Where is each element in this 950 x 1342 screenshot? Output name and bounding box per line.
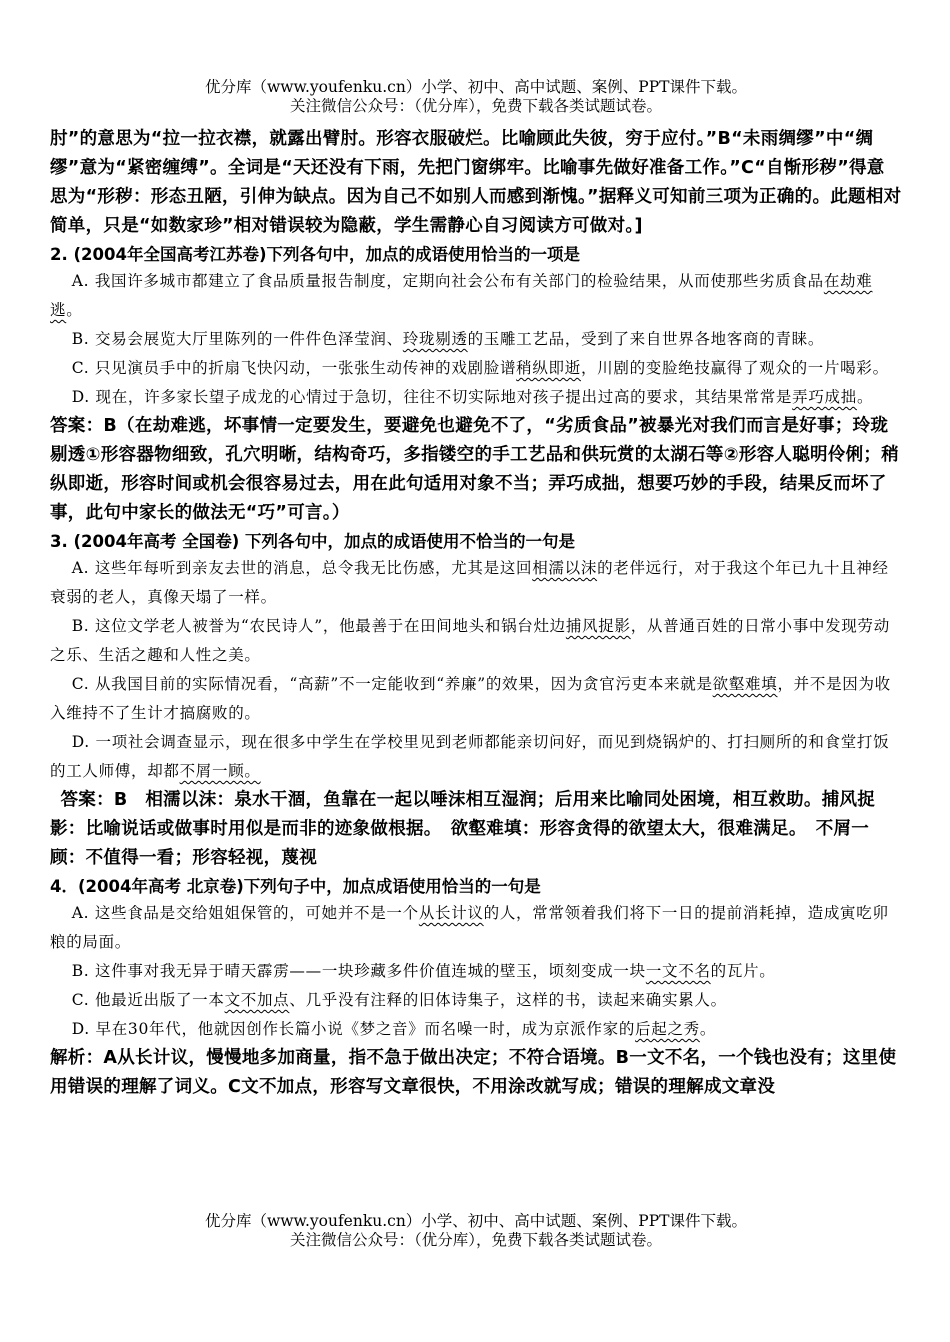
question-3-option-d: D. 一项社会调查显示，现在很多中学生在学校里见到老师都能亲切问好，而见到烧锅炉的、打扫厕所的和食堂打饭的工人师傅，却都不屑一顾。 [50,733,890,780]
question-2-stem: 2. (2004年全国高考江苏卷)下列各句中，加点的成语使用恰当的一项是 [50,245,580,264]
question-2-option-c: C. 只见演员手中的折扇飞快闪动，一张张生动传神的戏剧脸谱稍纵即逝，川剧的变脸绝技赢得了观众的一片喝彩。 [71,359,889,377]
dotted-idiom: 捕风捉影 [565,617,631,635]
dotted-idiom: 稍纵即逝 [516,359,581,377]
dotted-idiom: 文不加点 [224,991,290,1009]
dotted-idiom: 欲壑难填 [712,675,778,693]
dotted-idiom: 相濡以沫 [532,559,598,577]
question-4-option-c: C. 他最近出版了一本文不加点、几乎没有注释的旧体诗集子，这样的书，读起来确实累人。 [71,991,727,1009]
dotted-idiom: 从长计议 [418,904,484,922]
question-4-stem: 4．(2004年高考 北京卷)下列句子中，加点成语使用恰当的一句是 [50,877,541,896]
question-2-option-d: D. 现在，许多家长望子成龙的心情过于急切，往往不切实际地对孩子提出过高的要求，其结果常常是弄巧成拙。 [71,388,874,406]
question-3-answer: 答案：B 相濡以沫：泉水干涸，鱼靠在一起以唾沫相互湿润；后用来比喻同处困境，相互救助。捕风捉影：比喻说话或做事时用似是而非的迹象做根据。 欲壑难填：形容贪得的欲望太大，很难满足。 不屑一顾：不值得一看；形容轻视，蔑视 [50,790,876,868]
dotted-idiom: 后起之秀 [635,1020,700,1038]
footer-line-1: 优分库（www.youfenku.cn）小学、初中、高中试题、案例、PPT课件下载。 [204,1212,748,1230]
page-header [50,78,902,116]
question-3-stem: 3. (2004年高考 全国卷) 下列各句中，加点的成语使用不恰当的一句是 [50,532,575,551]
question-4-analysis: 解析：A从长计议，慢慢地多加商量，指不急于做出决定；不符合语境。B一文不名，一个钱也没有；这里使用错误的理解了词义。C文不加点，形容写文章很快，不用涂改就写成；错误的理解成文章没 [50,1048,897,1097]
question-2-answer: 答案：B（在劫难逃，坏事情一定要发生，要避免也避免不了，“劣质食品”被暴光对我们而言是好事；玲珑剔透①形容器物细致，孔穴明晰，结构奇巧，多指镂空的手工艺品和供玩赏的太湖石等②形容人聪明伶俐；稍纵即逝，形容时间或机会很容易过去，用在此句适用对象不当；弄巧成拙，想要巧妙的手段，结果反而坏了事，此句中家长的做法无“巧”可言。） [50,416,900,523]
header-line-1: 优分库（www.youfenku.cn）小学、初中、高中试题、案例、PPT课件下载。 [204,78,748,96]
dotted-idiom: 弄巧成拙 [792,388,857,406]
question-4-option-a: A. 这些食品是交给姐姐保管的，可她并不是一个从长计议的人，常常领着我们将下一日的提前消耗掉，造成寅吃卯粮的局面。 [50,904,889,951]
dotted-idiom: 不屑一顾。 [179,762,261,780]
header-line-2: 关注微信公众号：（优分库），免费下载各类试题试卷。 [289,97,662,115]
document-body [50,125,902,1102]
page-footer [50,1212,902,1250]
question-3-option-a: A. 这些年每听到亲友去世的消息，总令我无比伤感，尤其是这回相濡以沫的老伴远行，对于我这个年已九十且神经衰弱的老人，真像天塌了一样。 [50,559,889,606]
question-3-option-b: B. 这位文学老人被誉为“农民诗人”，他最善于在田间地头和锅台灶边捕风捉影，从普通百姓的日常小事中发现劳动之乐、生活之趣和人性之美。 [50,617,890,664]
dotted-idiom: 一文不名 [645,962,711,980]
question-4-option-d: D. 早在30年代，他就因创作长篇小说《梦之音》而名噪一时，成为京派作家的后起之秀。 [71,1020,717,1038]
dotted-idiom: 在劫难逃 [50,272,873,319]
footer-line-2: 关注微信公众号：（优分库），免费下载各类试题试卷。 [289,1231,662,1249]
question-2-option-a: A. 我国许多城市都建立了食品质量报告制度，定期向社会公布有关部门的检验结果，从而使那些劣质食品在劫难逃。 [50,272,873,319]
dotted-idiom: 玲珑剔透 [402,330,468,348]
question-4-option-b: B. 这件事对我无异于晴天霹雳——一块珍藏多件价值连城的壁玉，顷刻变成一块一文不名的瓦片。 [71,962,776,980]
intro-explanation: 肘”的意思为“拉一拉衣襟，就露出臂肘。形容衣服破烂。比喻顾此失彼，穷于应付。”B“未雨绸缪”中“绸缪”意为“紧密缠缚”。全词是“天还没有下雨，先把门窗绑牢。比喻事先做好准备工作。”C“自惭形秽”得意思为“形秽：形态丑陋，引伸为缺点。因为自己不如别人而感到渐愧。”据释义可知前三项为正确的。此题相对简单，只是“如数家珍”相对错误较为隐蔽，学生需静心自习阅读方可做对。] [50,129,902,236]
question-2-option-b: B. 交易会展览大厅里陈列的一件件色泽莹润、玲珑剔透的玉雕工艺品，受到了来自世界各地客商的青睐。 [71,330,825,348]
question-3-option-c: C. 从我国目前的实际情况看，“高薪”不一定能收到“养廉”的效果，因为贪官污吏本来就是欲壑难填，并不是因为收入维持不了生计才搞腐败的。 [50,675,891,722]
